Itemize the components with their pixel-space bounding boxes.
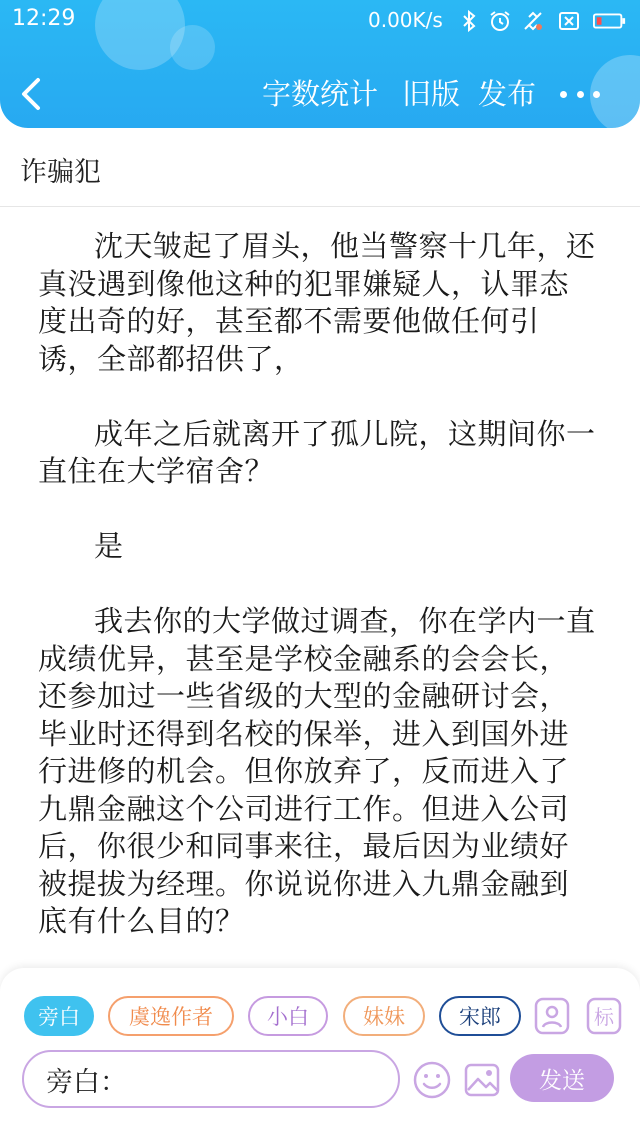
paragraph: 是 <box>94 529 124 563</box>
character-chip-author[interactable]: 虞逸作者 <box>108 996 234 1036</box>
alarm-icon <box>487 8 513 34</box>
word-count-button[interactable]: 字数统计 <box>262 77 379 111</box>
status-bar <box>0 0 640 44</box>
top-app-bar <box>0 0 640 128</box>
image-icon[interactable] <box>462 1060 502 1100</box>
editor-panel <box>0 968 640 1138</box>
signal-off-icon <box>520 8 546 34</box>
paragraph: 成年之后就离开了孤儿院，这期间你一直住在大学宿舍？ <box>38 416 596 488</box>
tag-icon[interactable] <box>584 994 624 1038</box>
back-button[interactable] <box>18 72 54 116</box>
sim-off-icon <box>556 8 582 34</box>
paragraph: 我去你的大学做过调查，你在学内一直成绩优异，甚至是学校金融系的会会长，还参加过一些省级的大型的金融研讨会，毕业时还得到名校的保举，进入到国外进行进修的机会。但你放弃了，反而进入了九鼎金融这个公司进行工作。但进入公司后，你很少和同事来往，最后因为业绩好被提拔为经理。你说说你进入九鼎金融到底有什么目的？ <box>38 604 596 938</box>
network-speed: 0.00K/s <box>368 8 443 32</box>
paragraph: 沈天皱起了眉头，他当警察十几年，还真没遇到像他这种的犯罪嫌疑人，认罪态度出奇的好，甚至都不需要他做任何引诱，全部都招供了， <box>38 229 596 376</box>
more-options-icon[interactable] <box>560 74 600 114</box>
battery-icon <box>592 8 628 34</box>
document-title[interactable]: 诈骗犯 <box>20 157 101 188</box>
character-chip-sister[interactable]: 妹妹 <box>343 996 425 1036</box>
character-chip-narrator[interactable]: 旁白 <box>24 996 94 1036</box>
character-chip-xiaobai[interactable]: 小白 <box>248 996 328 1036</box>
document-body[interactable] <box>38 228 598 968</box>
bluetooth-icon <box>456 8 482 34</box>
chevron-left-icon <box>18 76 44 112</box>
emoji-icon[interactable] <box>412 1060 452 1100</box>
add-character-icon[interactable] <box>532 994 572 1038</box>
message-input[interactable]: 旁白： <box>22 1050 400 1108</box>
send-button[interactable]: 发送 <box>510 1054 614 1102</box>
publish-button[interactable]: 发布 <box>478 77 537 111</box>
character-chip-songlang[interactable]: 宋郎 <box>439 996 521 1036</box>
tag-icon-label: 标 <box>594 1005 614 1029</box>
old-version-button[interactable]: 旧版 <box>402 77 461 111</box>
divider <box>0 206 640 207</box>
status-time: 12:29 <box>12 6 76 31</box>
